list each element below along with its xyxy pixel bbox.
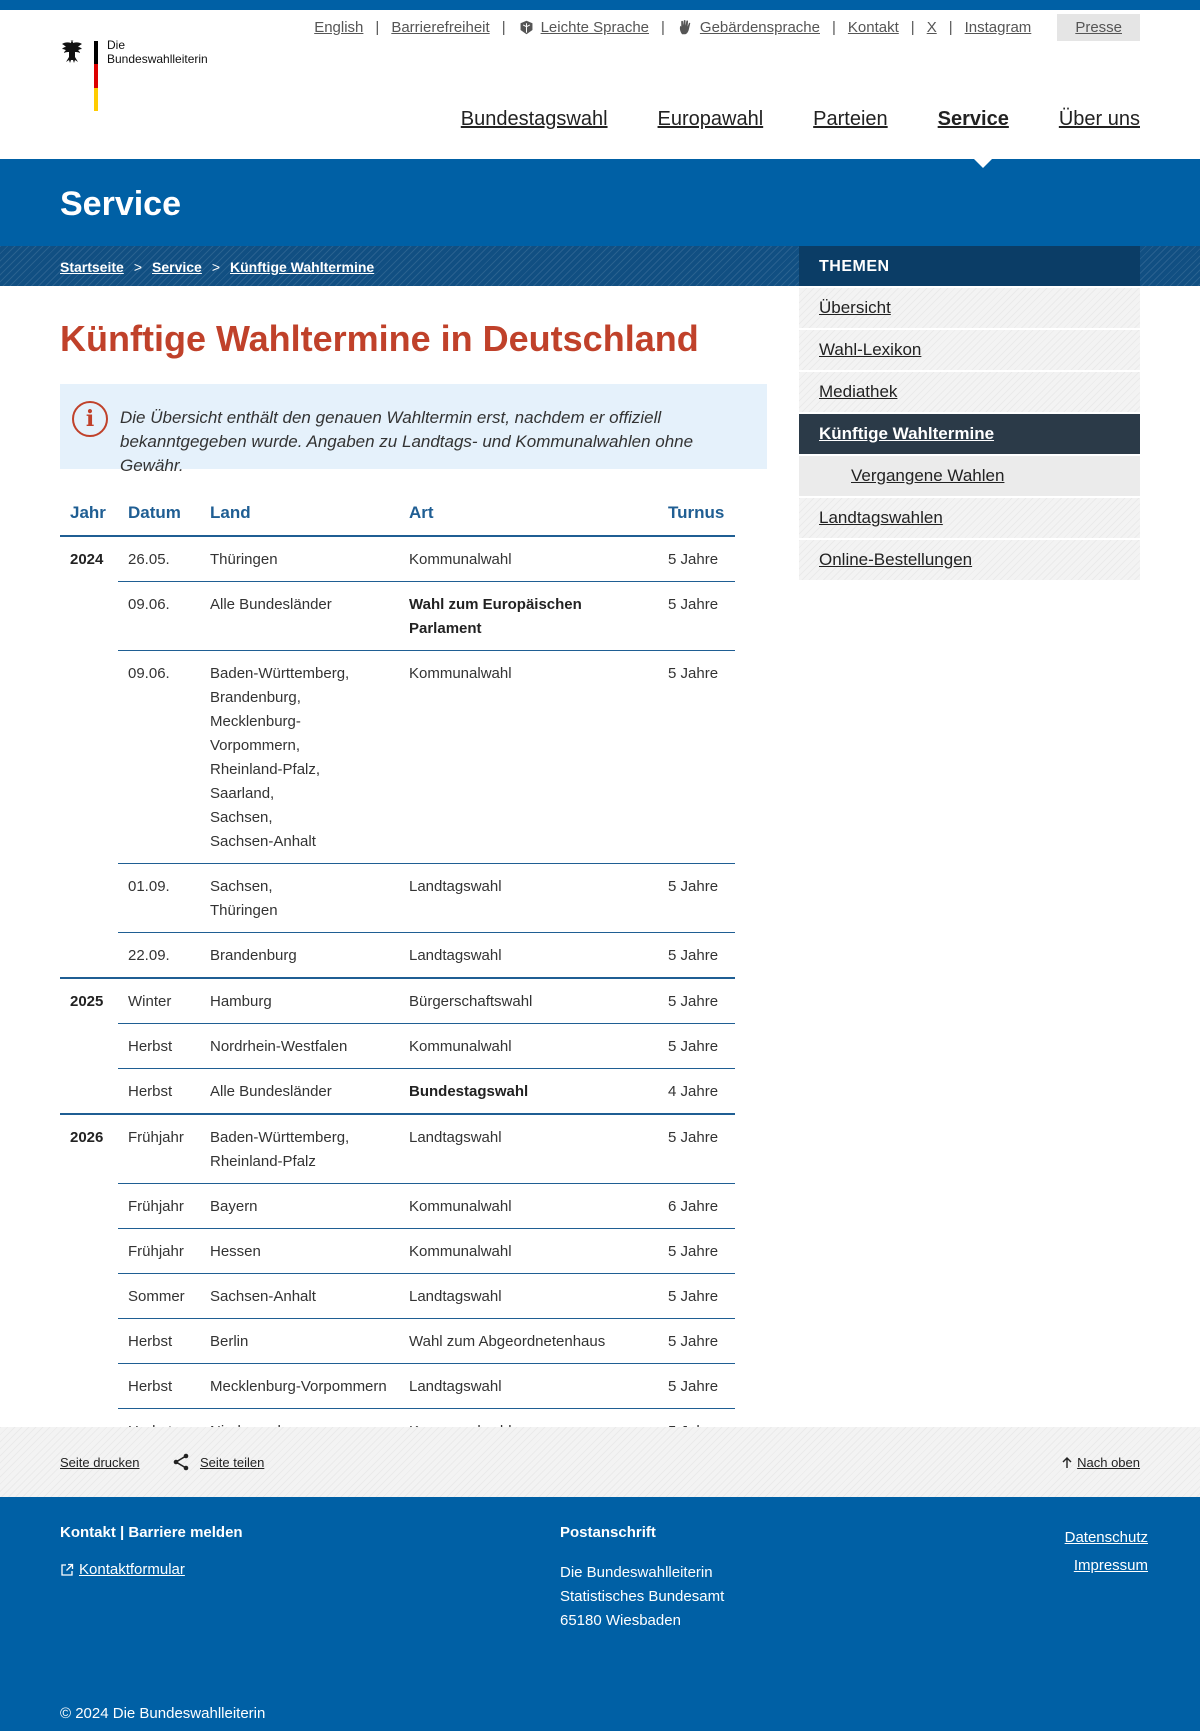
sidebar-item-mediathek[interactable]	[799, 372, 1140, 412]
meta-separator: |	[501, 18, 506, 36]
cell-art: Wahl zum Europäischen Parlament	[399, 582, 658, 651]
cell-turnus: 5 Jahre	[658, 651, 735, 864]
meta-separator: |	[661, 18, 665, 36]
link-instagram[interactable]: Instagram	[964, 18, 1032, 36]
cell-datum: Frühjahr	[118, 1229, 200, 1274]
address-line: Die Bundeswahlleiterin	[560, 1564, 713, 1581]
main-content	[60, 318, 767, 1455]
header-art: Art	[399, 495, 658, 536]
cell-land	[200, 582, 399, 651]
cell-art: Kommunalwahl	[399, 1229, 658, 1274]
meta-separator: |	[375, 18, 380, 36]
footer-contact	[60, 1524, 243, 1578]
land-line: Rheinland-Pfalz,	[210, 761, 321, 778]
table-row	[60, 1114, 735, 1184]
meta-navigation	[314, 12, 1140, 42]
cell-land	[200, 1114, 399, 1184]
cell-land	[200, 1229, 399, 1274]
cell-art: Landtagswahl	[399, 864, 658, 933]
federal-eagle-icon	[60, 38, 88, 66]
table-row	[60, 978, 735, 1024]
cell-art: Kommunalwahl	[399, 1024, 658, 1069]
cell-datum: Frühjahr	[118, 1184, 200, 1229]
back-to-top[interactable]	[1062, 1455, 1140, 1470]
address-line: Statistisches Bundesamt	[560, 1588, 725, 1605]
land-line: Hessen	[210, 1243, 261, 1260]
link-impressum[interactable]: Impressum	[1073, 1557, 1148, 1574]
cell-land	[200, 978, 399, 1024]
contact-form-link[interactable]: Kontaktformular	[79, 1561, 185, 1578]
link-presse[interactable]: Presse	[1075, 18, 1122, 36]
cell-land	[200, 1364, 399, 1409]
main-navigation	[461, 108, 1140, 131]
election-dates-table	[60, 495, 735, 1455]
info-icon: i	[72, 401, 108, 437]
cell-datum: 09.06.	[118, 582, 200, 651]
cell-datum: Herbst	[118, 1069, 200, 1115]
sidebar-themen	[799, 246, 1140, 580]
footer-postal	[560, 1524, 724, 1633]
sign-language-hand-icon	[677, 19, 694, 36]
sidebar-item-label[interactable]: Vergangene Wahlen	[851, 466, 1005, 485]
logo-text	[107, 38, 208, 66]
cell-jahr: 2025	[60, 978, 118, 1114]
table-row	[60, 1024, 735, 1069]
sidebar-heading: THEMEN	[799, 246, 1140, 286]
contact-form[interactable]	[60, 1561, 243, 1578]
land-line: Brandenburg	[210, 947, 297, 964]
nav-bundestagswahl[interactable]: Bundestagswahl	[460, 108, 608, 130]
land-line: Sachsen-Anhalt	[210, 833, 316, 850]
sidebar-item-uebersicht[interactable]	[799, 288, 1140, 328]
header-land: Land	[200, 495, 399, 536]
cell-land	[200, 1024, 399, 1069]
header-jahr: Jahr	[60, 495, 118, 536]
breadcrumb	[60, 259, 374, 275]
cell-datum: Frühjahr	[118, 1114, 200, 1184]
table-row	[60, 864, 735, 933]
breadcrumb-separator: >	[133, 259, 142, 275]
table-row	[60, 1184, 735, 1229]
back-to-top-link[interactable]: Nach oben	[1077, 1455, 1140, 1470]
sidebar-item-wahl-lexikon[interactable]	[799, 330, 1140, 370]
sidebar-item-label[interactable]: Künftige Wahltermine	[819, 424, 995, 443]
cell-land	[200, 1184, 399, 1229]
cell-art: Landtagswahl	[399, 933, 658, 979]
cell-art: Bürgerschaftswahl	[399, 978, 658, 1024]
share-page-link[interactable]: Seite teilen	[200, 1454, 265, 1470]
share-page[interactable]	[172, 1453, 264, 1471]
cell-land	[200, 536, 399, 582]
land-line: Hamburg	[210, 993, 272, 1010]
cell-datum: Herbst	[118, 1364, 200, 1409]
active-nav-indicator	[973, 158, 993, 168]
land-line: Mecklenburg-Vorpommern	[210, 1378, 387, 1395]
cell-datum: 26.05.	[118, 536, 200, 582]
link-barrierefreiheit[interactable]: Barrierefreiheit	[391, 18, 490, 36]
land-line: Thüringen	[210, 551, 278, 568]
link-kontakt[interactable]: Kontakt	[847, 18, 899, 36]
table-row	[60, 582, 735, 651]
meta-separator: |	[832, 18, 836, 36]
land-line: Alle Bundesländer	[210, 596, 332, 613]
table-row	[60, 1274, 735, 1319]
land-line: Rheinland-Pfalz	[210, 1153, 316, 1170]
footer-postal-heading: Postanschrift	[560, 1524, 656, 1541]
header-turnus: Turnus	[658, 495, 735, 536]
cell-land	[200, 1274, 399, 1319]
meta-separator: |	[948, 18, 953, 36]
sidebar-item-kuenftige-wahltermine[interactable]	[799, 414, 1140, 454]
cell-jahr: 2026	[60, 1114, 118, 1454]
sidebar-item-label[interactable]: Mediathek	[819, 382, 898, 401]
land-line: Berlin	[210, 1333, 249, 1350]
cell-art: Wahl zum Abgeordnetenhaus	[399, 1319, 658, 1364]
site-logo[interactable]	[60, 30, 210, 112]
site-footer	[0, 1497, 1200, 1731]
meta-separator: |	[910, 18, 915, 36]
sidebar-item-vergangene-wahlen[interactable]	[799, 456, 1140, 496]
cell-land	[200, 651, 399, 864]
sidebar-item-label[interactable]: Online-Bestellungen	[819, 550, 973, 569]
cell-turnus: 5 Jahre	[658, 1229, 735, 1274]
breadcrumb-home[interactable]: Startseite	[60, 259, 124, 275]
sidebar-item-label[interactable]: Übersicht	[819, 298, 891, 317]
nav-ueber-uns[interactable]: Über uns	[1058, 108, 1140, 130]
leichte-sprache-icon	[518, 19, 535, 36]
share-icon	[172, 1453, 190, 1471]
info-text: Die Übersicht enthält den genauen Wahltermin erst, nachdem er offiziell bekanntgegeben wurde. Angaben zu Landtags- und Kommunalwahlen ohne Gewähr.	[120, 408, 694, 475]
table-row	[60, 536, 735, 582]
logo-line-2: Bundeswahlleiterin	[107, 52, 208, 66]
link-x[interactable]: X	[926, 18, 937, 36]
link-gebaerdensprache[interactable]: Gebärdensprache	[699, 18, 820, 36]
cell-art: Landtagswahl	[399, 1364, 658, 1409]
postal-address	[560, 1561, 724, 1633]
sidebar-item-label[interactable]: Wahl-Lexikon	[819, 340, 922, 359]
content-heading: Künftige Wahltermine in Deutschland	[60, 318, 699, 359]
info-box	[60, 384, 767, 475]
cell-land	[200, 933, 399, 979]
footer-legal-links	[1065, 1524, 1148, 1580]
copyright: © 2024 Die Bundeswahlleiterin	[60, 1705, 266, 1722]
page-title-band	[0, 159, 1200, 246]
cell-turnus: 5 Jahre	[658, 1274, 735, 1319]
table-row	[60, 933, 735, 979]
link-english[interactable]: English	[314, 18, 364, 36]
cell-jahr: 2024	[60, 536, 118, 978]
cell-turnus: 5 Jahre	[658, 933, 735, 979]
site-header	[0, 10, 1200, 159]
table-row	[60, 1319, 735, 1364]
table-body	[60, 536, 735, 1454]
address-line: 65180 Wiesbaden	[560, 1612, 681, 1629]
nav-parteien[interactable]: Parteien	[813, 108, 888, 130]
table-header-row	[60, 495, 735, 536]
land-line: Sachsen,	[210, 878, 273, 895]
table-row	[60, 651, 735, 864]
land-line: Mecklenburg-Vorpommern,	[210, 713, 301, 754]
breadcrumb-current[interactable]: Künftige Wahltermine	[230, 259, 375, 275]
header-datum: Datum	[118, 495, 200, 536]
cell-turnus: 5 Jahre	[658, 978, 735, 1024]
sidebar-item-online-bestellungen[interactable]	[799, 540, 1140, 580]
external-link-icon	[60, 1563, 74, 1577]
cell-datum: Sommer	[118, 1274, 200, 1319]
land-line: Baden-Württemberg,	[210, 665, 350, 682]
cell-turnus: 6 Jahre	[658, 1184, 735, 1229]
cell-art: Kommunalwahl	[399, 651, 658, 864]
arrow-up-icon	[1062, 1457, 1072, 1469]
cell-turnus: 5 Jahre	[658, 536, 735, 582]
cell-datum: Herbst	[118, 1024, 200, 1069]
land-line: Baden-Württemberg,	[210, 1129, 350, 1146]
nav-europawahl[interactable]: Europawahl	[657, 108, 764, 130]
cell-turnus: 5 Jahre	[658, 1114, 735, 1184]
sidebar-item-landtagswahlen[interactable]	[799, 498, 1140, 538]
cell-datum: Herbst	[118, 1319, 200, 1364]
cell-turnus: 4 Jahre	[658, 1069, 735, 1115]
cell-datum: Winter	[118, 978, 200, 1024]
cell-land	[200, 864, 399, 933]
cell-land	[200, 1319, 399, 1364]
link-leichte-sprache[interactable]: Leichte Sprache	[540, 18, 649, 36]
cell-art: Kommunalwahl	[399, 1184, 658, 1229]
cell-art: Kommunalwahl	[399, 536, 658, 582]
table-row	[60, 1229, 735, 1274]
land-line: Thüringen	[210, 902, 278, 919]
link-datenschutz[interactable]: Datenschutz	[1064, 1529, 1148, 1546]
land-line: Brandenburg,	[210, 689, 301, 706]
cell-art: Bundestagswahl	[399, 1069, 658, 1115]
cell-datum: 22.09.	[118, 933, 200, 979]
page-tools-bar	[0, 1427, 1200, 1497]
cell-datum: 01.09.	[118, 864, 200, 933]
land-line: Alle Bundesländer	[210, 1083, 332, 1100]
table-row	[60, 1364, 735, 1409]
cell-turnus: 5 Jahre	[658, 1024, 735, 1069]
nav-service[interactable]: Service	[937, 108, 1009, 130]
print-page-link[interactable]: Seite drucken	[60, 1455, 140, 1470]
cell-turnus: 5 Jahre	[658, 864, 735, 933]
cell-turnus: 5 Jahre	[658, 582, 735, 651]
cell-art: Landtagswahl	[399, 1114, 658, 1184]
breadcrumb-service[interactable]: Service	[152, 259, 202, 275]
table-row	[60, 1069, 735, 1115]
cell-land	[200, 1069, 399, 1115]
land-line: Nordrhein-Westfalen	[210, 1038, 348, 1055]
footer-contact-heading: Kontakt | Barriere melden	[60, 1524, 243, 1541]
sidebar-item-label[interactable]: Landtagswahlen	[819, 508, 943, 527]
cell-art: Landtagswahl	[399, 1274, 658, 1319]
page-title: Service	[60, 185, 181, 223]
land-line: Bayern	[210, 1198, 258, 1215]
land-line: Sachsen,	[210, 809, 273, 826]
cell-datum: 09.06.	[118, 651, 200, 864]
breadcrumb-separator: >	[211, 259, 221, 275]
cell-turnus: 5 Jahre	[658, 1319, 735, 1364]
land-line: Sachsen-Anhalt	[210, 1288, 316, 1305]
logo-line-1: Die	[107, 38, 126, 52]
flag-stripe	[94, 41, 98, 111]
top-accent-bar	[0, 0, 1200, 10]
land-line: Saarland,	[210, 785, 275, 802]
cell-turnus: 5 Jahre	[658, 1364, 735, 1409]
